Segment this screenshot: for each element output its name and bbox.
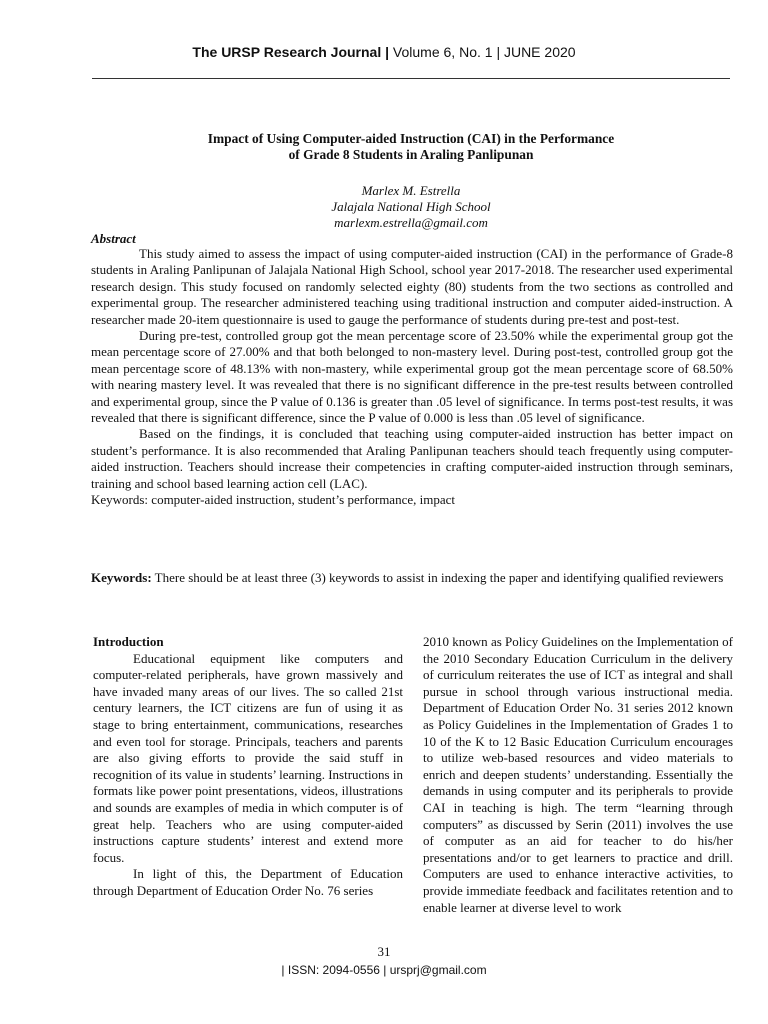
introduction-heading: Introduction bbox=[93, 634, 164, 649]
abstract-paragraph-3: Based on the findings, it is concluded that teaching using computer-aided instruction has better impact on student’s performance. It is also recommended that Araling Panlipunan teachers should teach frequently using computer-aided instruction. Teachers should increase their competencies in crafting computer-aided instruction through seminars, training and school based learning action cell (LAC). bbox=[91, 426, 733, 491]
abstract-keywords: Keywords: computer-aided instruction, student’s performance, impact bbox=[91, 492, 455, 508]
left-column bbox=[93, 634, 403, 900]
intro-paragraph-2: In light of this, the Department of Education through Department of Education Order No. 76 series bbox=[93, 866, 403, 898]
intro-paragraph-1: Educational equipment like computers and computer-related peripherals, have grown massively and have invaded many areas of our lives. The so called 21st century learners, the ICT citizens are fun of using it as stage to bring entertainment, communications, researches and even tool for storage. Principals, teachers and parents are also giving efforts to provide the said stuff in recognition of its value in students’ learning. Instructions in formats like power point presentations, videos, illustrations and sounds are examples of media in which computer is of great help. Teachers who are using computer-aided instructions capture students’ interest and extend more focus. bbox=[93, 650, 403, 865]
keywords-note-text: There should be at least three (3) keywords to assist in indexing the paper and identifying qualified reviewers bbox=[151, 570, 724, 585]
intro-paragraph-continued: 2010 known as Policy Guidelines on the Implementation of the 2010 Secondary Education Curriculum in the delivery of curriculum reiterates the use of ICT as integral and shall pursue in school through various instructional media. Department of Education Order No. 31 series 2012 known as Policy Guidelines in the Implementation of Grades 1 to 10 of the K to 12 Basic Education Curriculum encourages to utilize web-based resources and video materials to enrich and deepen students’ understanding. Essentially the demands in using computer and its peripherals to provide CAI in teaching is high. The term “learning through computers” as discussed by Serin (2011) involves the use of computer as an aid for teacher to do his/her presentations and/or to get learners to practice and drill. Computers are used to enhance interactive activities, to provide immediate feedback and facilitates retention and to enable learner at diverse level to work bbox=[423, 634, 733, 915]
title-line-2: of Grade 8 Students in Araling Panlipunan bbox=[288, 147, 534, 162]
keywords-note-label: Keywords: bbox=[91, 570, 152, 585]
journal-header bbox=[0, 44, 768, 60]
header-rule bbox=[92, 78, 730, 79]
author-block bbox=[92, 183, 730, 231]
abstract-body bbox=[91, 246, 733, 509]
right-column bbox=[423, 634, 733, 916]
paper-title bbox=[92, 131, 730, 163]
title-line-1: Impact of Using Computer-aided Instruction (CAI) in the Performance bbox=[207, 131, 615, 146]
journal-issue: Volume 6, No. 1 | JUNE 2020 bbox=[389, 44, 576, 60]
author-name: Marlex M. Estrella bbox=[361, 183, 461, 198]
author-email: marlexm.estrella@gmail.com bbox=[334, 215, 488, 230]
abstract-paragraph-1: This study aimed to assess the impact of using computer-aided instruction (CAI) in the performance of Grade-8 students in Araling Panlipunan of Jalajala National High School, school year 2017-2018. The researcher used experimental research design. This study focused on randomly selected eighty (80) students from the two sections as controlled and experimental group. The researcher administered teaching using traditional instruction and computer aided-instruction. A researcher made 20-item questionnaire is used to gauge the performance of students during pre-test and post-test. bbox=[91, 246, 733, 327]
abstract-paragraph-2: During pre-test, controlled group got the mean percentage score of 23.50% while the experimental group got the mean percentage score of 27.00% and that both belonged to non-mastery level. During post-test, controlled group got the mean percentage score of 48.13% with non-mastery, while experimental group got the mean percentage score of 68.50% with nearing mastery level. It was revealed that there is no significant difference in the pre-test results between controlled and experimental group, since the P value of 0.136 is greater than .05 level of significance. In terms post-test results, it was revealed that there is significant difference, since the P value of 0.000 is less than .05 level of significance. bbox=[91, 328, 733, 426]
abstract-label: Abstract bbox=[91, 231, 136, 246]
keywords-note bbox=[91, 570, 733, 586]
page-number: 31 bbox=[377, 944, 391, 959]
footer-issn: | ISSN: 2094-0556 | ursprj@gmail.com bbox=[281, 963, 487, 977]
journal-name: The URSP Research Journal | bbox=[192, 44, 390, 60]
author-affiliation: Jalajala National High School bbox=[331, 199, 491, 214]
